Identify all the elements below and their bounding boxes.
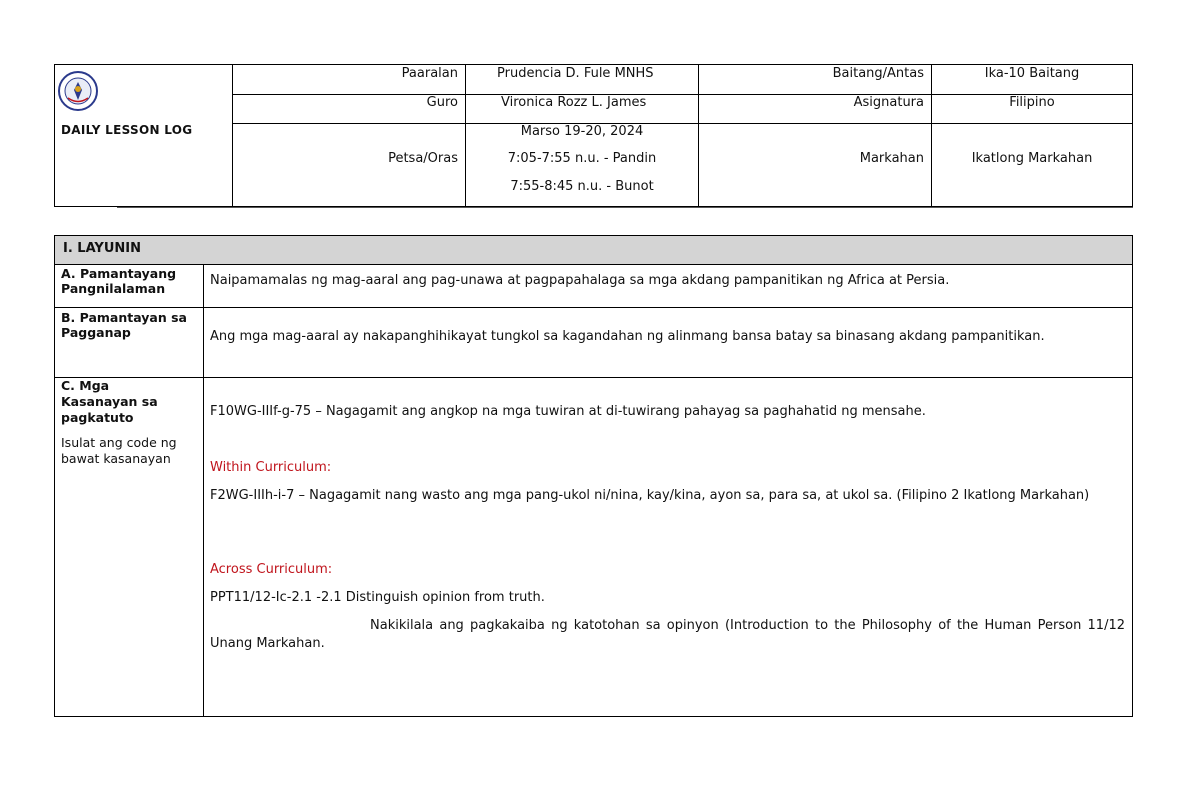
row-c-label xyxy=(61,378,158,426)
asignatura-value: Filipino xyxy=(1009,95,1055,110)
across-curriculum-label: Across Curriculum: xyxy=(210,562,333,577)
row-divider xyxy=(54,377,1133,378)
petsa-date: Marso 19-20, 2024 xyxy=(520,124,644,139)
header-divider xyxy=(232,64,233,207)
markahan-label: Markahan xyxy=(859,151,924,166)
row-a-label xyxy=(61,266,176,296)
baitang-label: Baitang/Antas xyxy=(832,66,924,81)
row-divider xyxy=(54,264,1133,265)
page-title: DAILY LESSON LOG xyxy=(61,123,193,137)
row-c-note-line: Isulat ang code ng xyxy=(61,435,177,450)
header-divider xyxy=(698,64,699,207)
competency-text: F10WG-IIIf-g-75 – Nagagamit ang angkop na mga tuwiran at di-tuwirang pahayag sa paghahatid ng mensahe. xyxy=(210,404,926,419)
petsa-time-pandin: 7:05-7:55 n.u. - Pandin xyxy=(507,151,657,166)
row-c-label-line: Kasanayan sa xyxy=(61,394,158,409)
baitang-value: Ika-10 Baitang xyxy=(984,66,1080,81)
row-c-note-line: bawat kasanayan xyxy=(61,451,171,466)
row-b-label-line: B. Pamantayan sa xyxy=(61,310,187,325)
asignatura-label: Asignatura xyxy=(853,95,924,110)
row-b-text: Ang mga mag-aaral ay nakapanghihikayat tungkol sa kagandahan ng alinmang bansa batay sa binasang akdang pampanitikan. xyxy=(210,329,1045,344)
row-b-label xyxy=(61,310,187,340)
column-divider xyxy=(203,264,204,717)
across-curriculum-code: PPT11/12-Ic-2.1 -2.1 Distinguish opinion from truth. xyxy=(210,590,545,605)
paaralan-value: Prudencia D. Fule MNHS xyxy=(497,66,654,81)
row-a-label-line: A. Pamantayang xyxy=(61,266,177,281)
within-curriculum-label: Within Curriculum: xyxy=(210,460,332,475)
header-bottom-line xyxy=(117,207,1133,208)
row-c-note xyxy=(61,435,177,467)
guro-label: Guro xyxy=(426,95,458,110)
layunin-heading-band xyxy=(55,236,1132,264)
across-curriculum-text: Nakikilala ang pagkakaiba ng katotohan sa opinyon (Introduction to the Philosophy of the Human Person 11/12 Unang Markahan. xyxy=(210,618,1125,651)
markahan-value: Ikatlong Markahan xyxy=(971,151,1093,166)
paaralan-label: Paaralan xyxy=(401,66,458,81)
row-c-label-line: pagkatuto xyxy=(61,410,134,425)
row-divider xyxy=(54,307,1133,308)
deped-seal-icon xyxy=(57,70,99,112)
row-b-label-line: Pagganap xyxy=(61,325,131,340)
layunin-heading: I. LAYUNIN xyxy=(63,241,141,256)
within-curriculum-text: F2WG-IIIh-i-7 – Nagagamit nang wasto ang mga pang-ukol ni/nina, kay/kina, ayon sa, para sa, at ukol sa. (Filipino 2 Ikatlong Markahan) xyxy=(210,488,1090,503)
petsa-time-bunot: 7:55-8:45 n.u. - Bunot xyxy=(510,179,654,194)
petsa-label: Petsa/Oras xyxy=(388,151,458,166)
header-divider xyxy=(931,64,932,207)
row-a-text: Naipamamalas ng mag-aaral ang pag-unawa at pagpapahalaga sa mga akdang pampanitikan ng Africa at Persia. xyxy=(210,273,950,288)
guro-value: Vironica Rozz L. James xyxy=(501,95,647,110)
row-a-label-line: Pangnilalaman xyxy=(61,281,166,296)
row-c-label-line: C. Mga xyxy=(61,378,110,393)
